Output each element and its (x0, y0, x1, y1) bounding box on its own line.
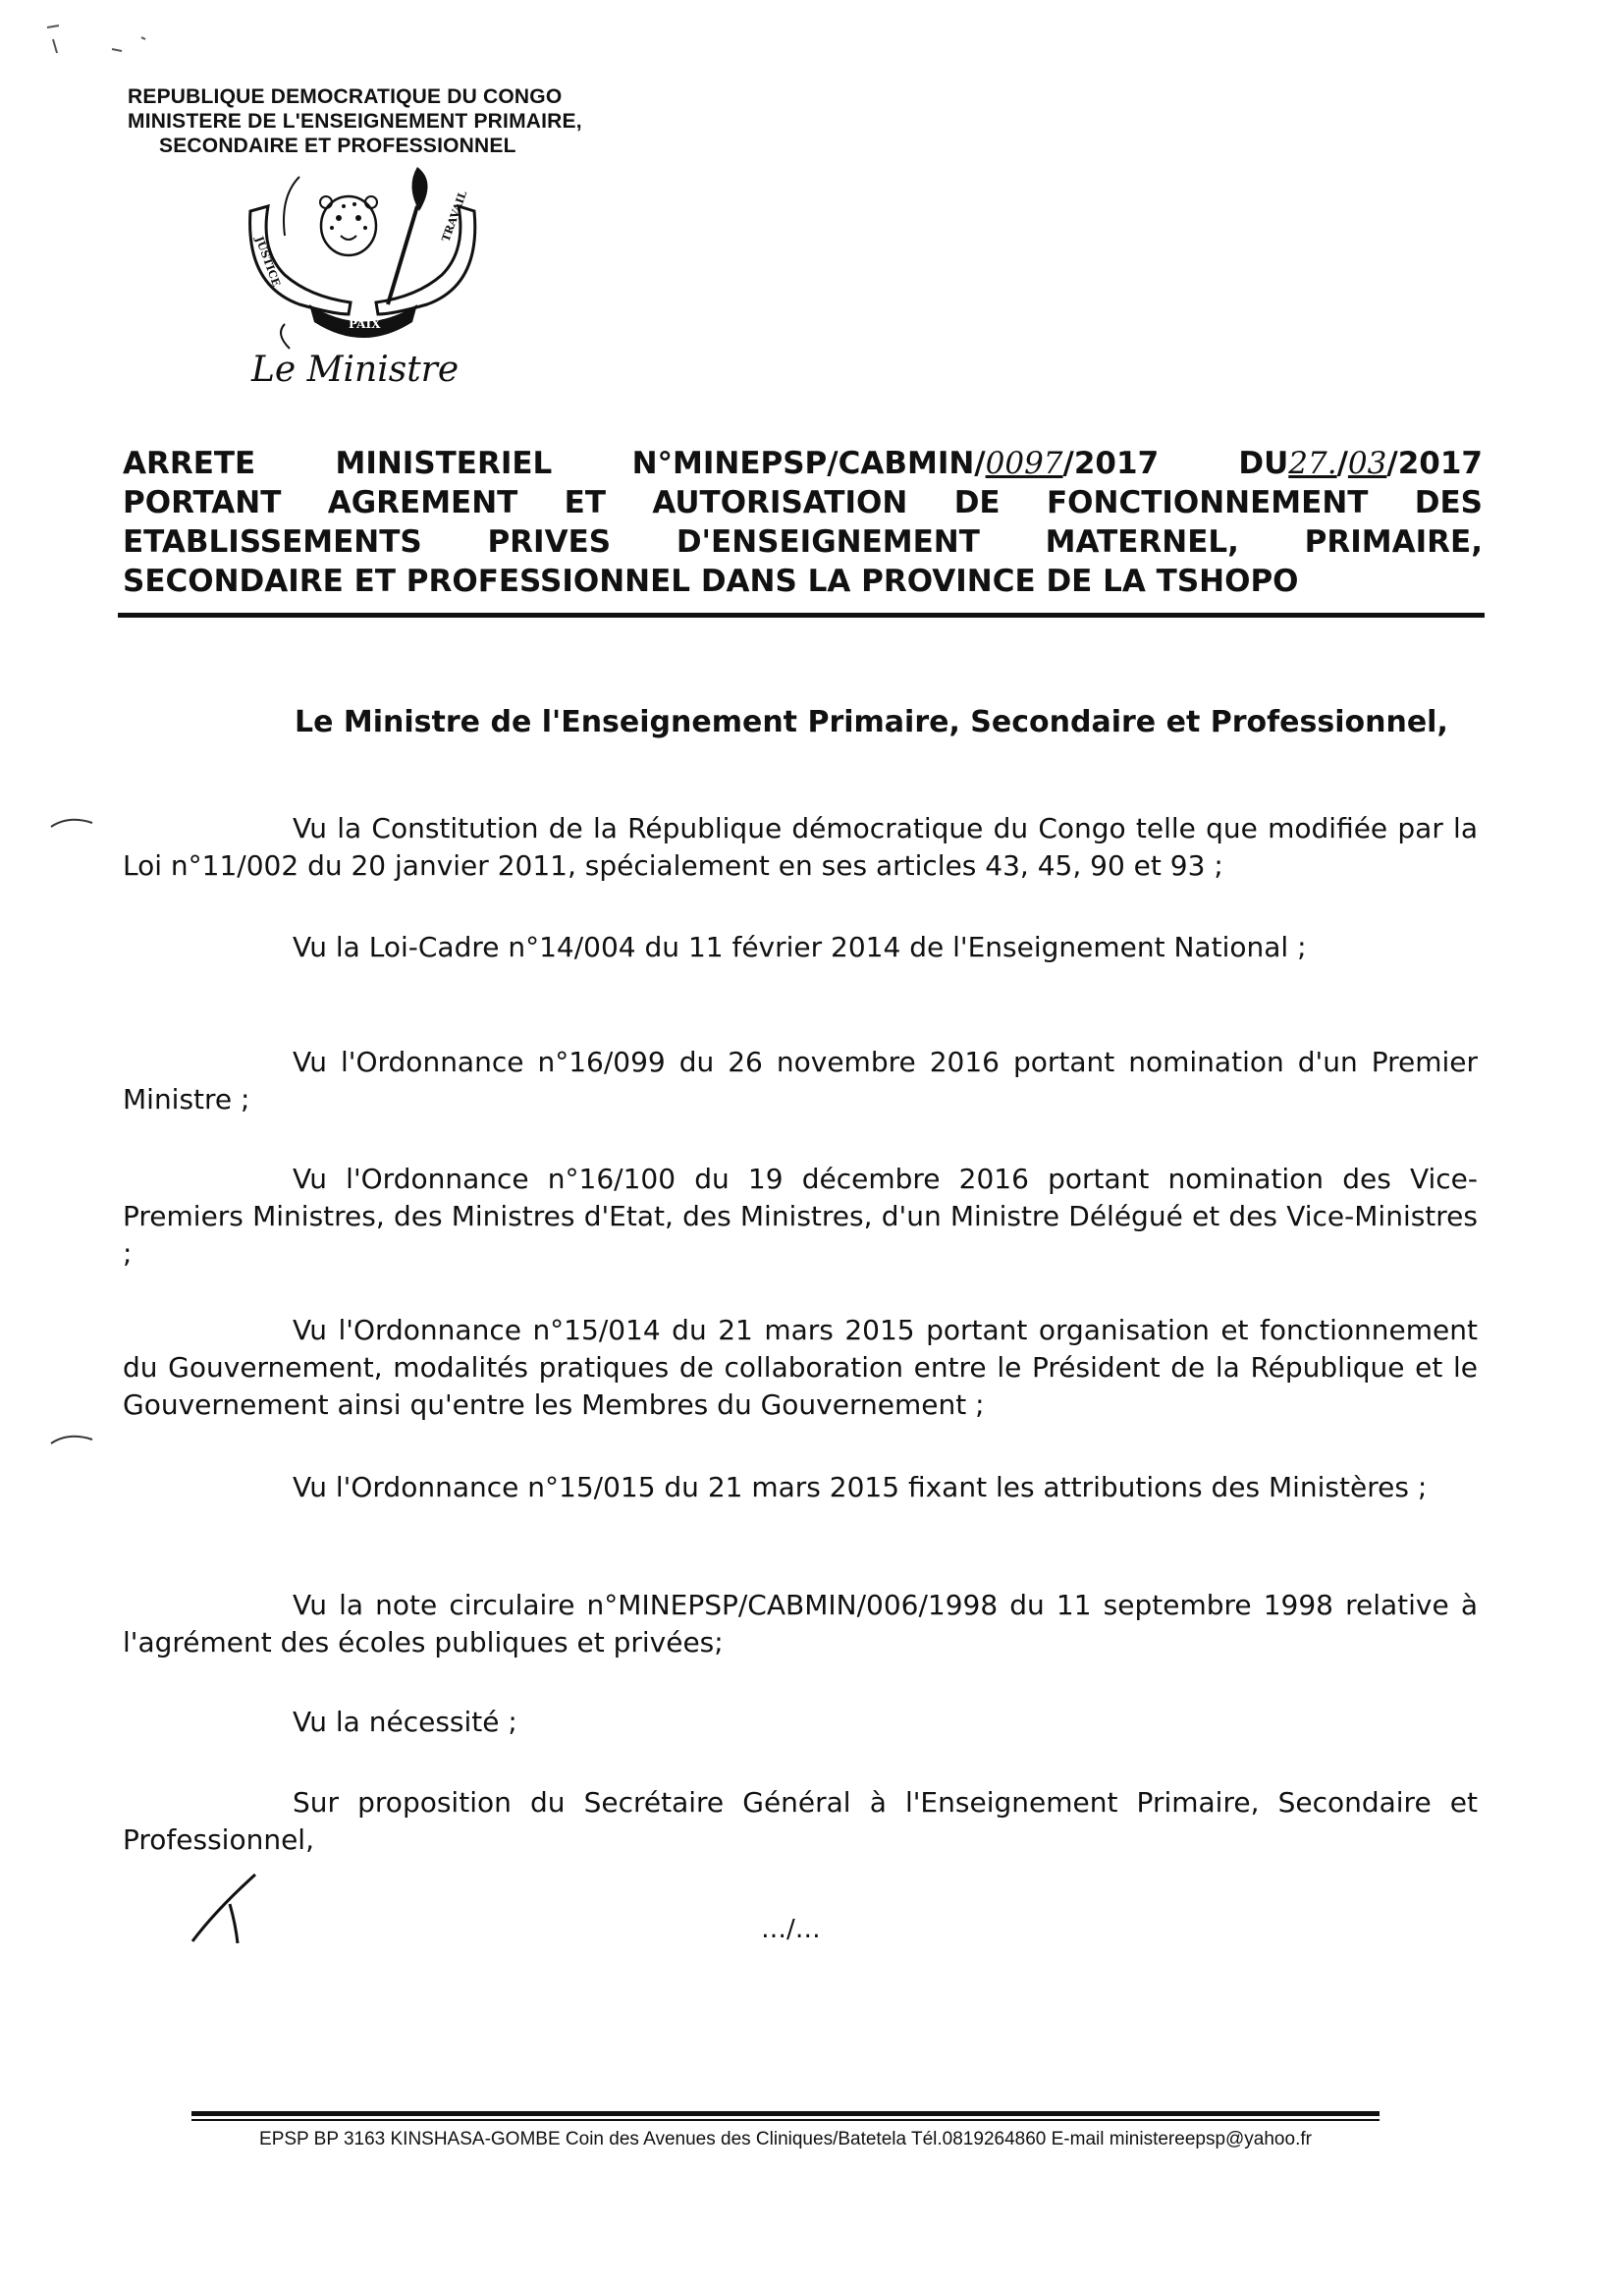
title-row-3 (123, 522, 1483, 562)
decree-date-du: DU (1238, 446, 1289, 481)
decree-number-prefix: N°MINEPSP/CABMIN/ (631, 446, 986, 481)
paragraph-note-circulaire: Vu la note circulaire n°MINEPSP/CABMIN/006/1998 du 11 septembre 1998 relative à l'agrément des écoles publiques et privées; (123, 1589, 1478, 1659)
title-word: ARRETE (123, 446, 256, 481)
footer-contact: EPSP BP 3163 KINSHASA-GOMBE Coin des Avenues des Cliniques/Batetela Tél.0819264860 E-mail ministereepsp@yahoo.fr (259, 2129, 1312, 2149)
seal-motto-left: JUSTICE (252, 235, 283, 289)
title-word: DES (1414, 485, 1483, 520)
letterhead-ministry-cont: SECONDAIRE ET PROFESSIONNEL (159, 135, 516, 157)
decree-date-slash: / (1336, 446, 1348, 481)
paragraph-necessite: Vu la nécessité ; (293, 1706, 517, 1738)
title-divider (118, 613, 1485, 618)
title-word: DE (953, 485, 1001, 520)
title-word: PRIMAIRE, (1304, 524, 1483, 560)
footer-divider-thick (191, 2111, 1380, 2116)
seal-motto-right: TRAVAIL (439, 189, 470, 244)
spear-icon (388, 167, 428, 304)
letterhead-ministry: MINISTERE DE L'ENSEIGNEMENT PRIMAIRE, (128, 110, 582, 133)
seal-motto-bottom: PAIX (349, 317, 381, 331)
title-word: ET (564, 485, 606, 520)
title-word: AUTORISATION (652, 485, 908, 520)
paragraph-constitution: Vu la Constitution de la République démocratique du Congo telle que modifiée par la Loi n°11/002 du 20 janvier 2011, spécialement en ses articles 43, 45, 90 et 93 ; (123, 812, 1478, 882)
title-word: AGREMENT (327, 485, 518, 520)
initials-mark (187, 1871, 275, 1949)
decree-month-handwritten: 03 (1347, 446, 1387, 481)
title-word: FONCTIONNEMENT (1046, 485, 1369, 520)
decree-date (1238, 444, 1483, 483)
paragraph-proposition: Sur proposition du Secrétaire Général à l'Enseignement Primaire, Secondaire et Professionnel, (123, 1786, 1478, 1856)
paragraph-ordonnance-attributions: Vu l'Ordonnance n°15/015 du 21 mars 2015 fixant les attributions des Ministères ; (293, 1471, 1428, 1503)
title-word: PRIVES (487, 524, 612, 560)
title-row-4: SECONDAIRE ET PROFESSIONNEL DANS LA PROVINCE DE LA TSHOPO (123, 564, 1299, 599)
decree-number (632, 444, 1160, 483)
preamble-heading: Le Ministre de l'Enseignement Primaire, Secondaire et Professionnel, (295, 705, 1448, 739)
decree-number-handwritten: 0097 (985, 446, 1063, 481)
letterhead-country: REPUBLIQUE DEMOCRATIQUE DU CONGO (128, 85, 563, 108)
continuation-marker: …/… (761, 1915, 821, 1944)
paragraph-ordonnance-organisation: Vu l'Ordonnance n°15/014 du 21 mars 2015 portant organisation et fonctionnement du Gouvernement, modalités pratiques de collaboration entre le Président de la République et le Gouvernement ainsi qu'entre les Membres du Gouvernement ; (123, 1314, 1478, 1421)
decree-day-handwritten: 27. (1288, 446, 1337, 481)
title-word: ETABLISSEMENTS (123, 524, 422, 560)
paragraph-ordonnance-vice-premiers: Vu l'Ordonnance n°16/100 du 19 décembre 2016 portant nomination des Vice-Premiers Ministres, des Ministres d'Etat, des Ministres, d'un Ministre Délégué et des Vice-Ministres ; (123, 1163, 1478, 1270)
paragraph-ordonnance-premier-ministre: Vu l'Ordonnance n°16/099 du 26 novembre 2016 portant nomination d'un Premier Ministre ; (123, 1046, 1478, 1115)
title-word: PORTANT (123, 485, 282, 520)
title-row-1 (123, 444, 1483, 483)
footer-divider-thin (191, 2119, 1380, 2121)
title-word: D'ENSEIGNEMENT (676, 524, 980, 560)
paragraph-loi-cadre: Vu la Loi-Cadre n°14/004 du 11 février 2014 de l'Enseignement National ; (293, 931, 1307, 963)
coat-of-arms-emblem (241, 167, 486, 363)
decree-year: /2017 (1062, 446, 1160, 481)
title-row-2 (123, 483, 1483, 522)
decree-title (123, 444, 1483, 601)
leopard-head-icon (320, 196, 377, 255)
title-word: MINISTERIEL (335, 446, 553, 481)
minister-signature-title: Le Ministre (251, 350, 460, 390)
decree-date-year: /2017 (1386, 446, 1483, 481)
letterhead (128, 84, 582, 158)
title-word: MATERNEL, (1045, 524, 1239, 560)
